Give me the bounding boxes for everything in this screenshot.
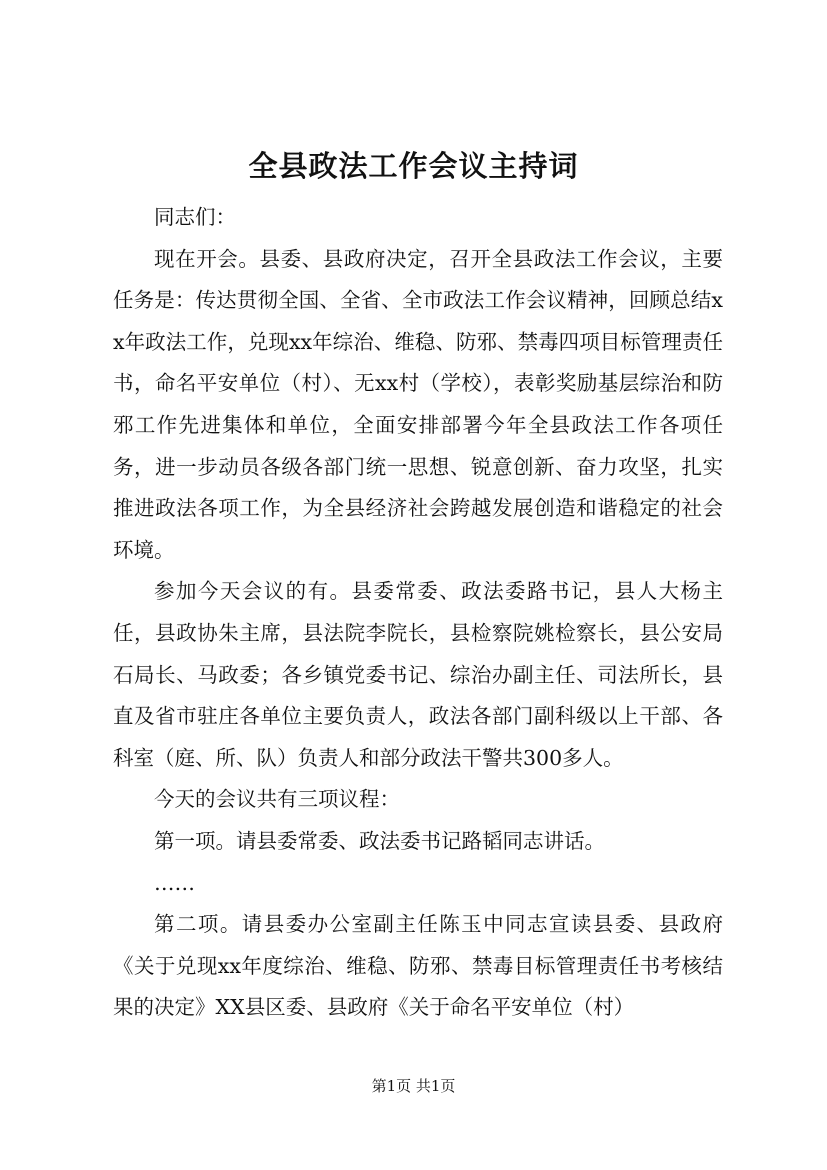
page-number-footer: 第1页 共1页 <box>371 1077 456 1095</box>
paragraph-opening: 现在开会。县委、县政府决定，召开全县政法工作会议，主要任务是：传达贯彻全国、全省、全市政法工作会议精神，回顾总结xx年政法工作，兑现xx年综治、维稳、防邪、禁毒四项目标管理责任书，命名平安单位（村）、无xx村（学校），表彰奖励基层综治和防邪工作先进集体和单位，全面安排部署今年全县政法工作各项任务，进一步动员各级各部门统一思想、锐意创新、奋力攻坚，扎实推进政法各项工作，为全县经济社会跨越发展创造和谐稳定的社会环境。 <box>113 246 723 562</box>
document-body <box>113 197 723 1029</box>
paragraph-agenda-item-1: 第一项。请县委常委、政法委书记路韬同志讲话。 <box>154 828 605 853</box>
document-title: 全县政法工作会议主持词 <box>248 149 579 183</box>
paragraph-attendees: 参加今天会议的有。县委常委、政法委路书记，县人大杨主任，县政协朱主席，县法院李院长，县检察院姚检察长，县公安局石局长、马政委；各乡镇党委书记、综治办副主任、司法所长，县直及省市驻庄各单位主要负责人，政法各部门副科级以上干部、各科室（庭、所、队）负责人和部分政法干警共300多人。 <box>113 579 723 770</box>
paragraph-ellipsis: …… <box>154 870 195 895</box>
paragraph-greeting: 同志们： <box>154 205 236 229</box>
paragraph-agenda-intro: 今天的会议共有三项议程： <box>154 787 400 812</box>
paragraph-agenda-item-2: 第二项。请县委办公室副主任陈玉中同志宣读县委、县政府《关于兑现xx年度综治、维稳、防邪、禁毒目标管理责任书考核结果的决定》XX县区委、县政府《关于命名平安单位（村） <box>113 912 723 1020</box>
